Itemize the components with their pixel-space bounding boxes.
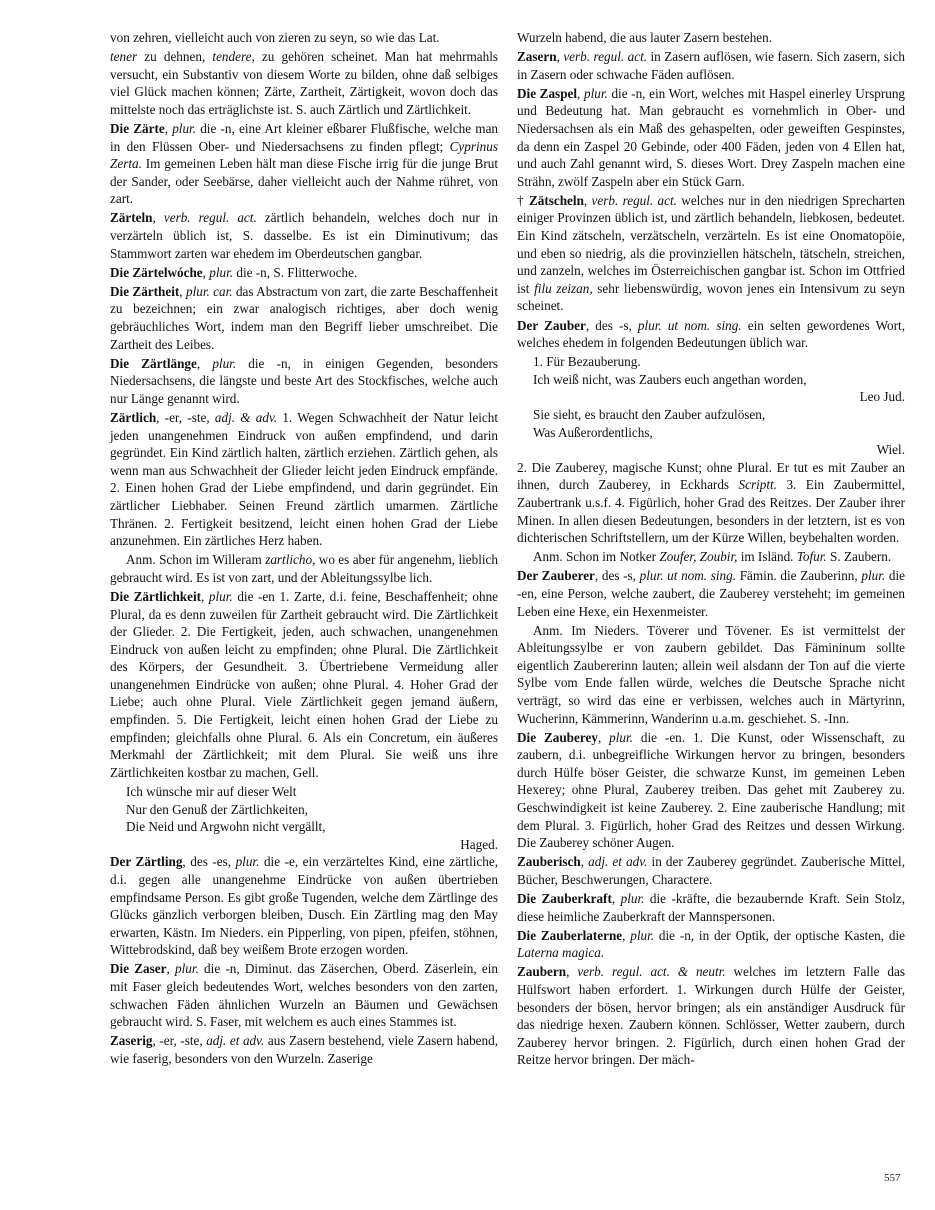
entry-text: aus Zasern bestehend, viele Zasern habend, wie faserig, besonders von den Wurzeln. Zaserige: [110, 1033, 498, 1066]
entry-text: ,: [566, 964, 578, 980]
annotation-paragraph: [517, 548, 905, 566]
verse-attribution: Haged.: [460, 836, 498, 852]
italic-term: plur.: [235, 854, 260, 870]
headword: Zaubern: [517, 964, 567, 980]
entry-text: †: [517, 192, 529, 208]
entry-text: ,: [196, 355, 213, 371]
entry-text: ,: [611, 891, 621, 906]
headword: Zätscheln: [528, 192, 584, 208]
entry-text: ,: [202, 264, 210, 280]
verse-line: Die Neid und Argwohn nicht vergällt,: [126, 819, 326, 835]
entry-text: die -en, eine Person, welche zaubert, die Zauberey versteheht; im gemeinen Leben eine Hexe, ein Hexenmeister.: [517, 568, 905, 619]
italic-term: plur.: [583, 85, 608, 101]
dictionary-entry: [517, 459, 905, 547]
italic-term: plur. ut nom. sing.: [639, 568, 737, 584]
entry-text: die -n, eine Art kleiner eßbarer Flußfische, welche man in den Flüssen Ober- und Niedersachsens zu finden pflegt;: [110, 120, 499, 154]
italic-term: verb. regul. act. & neutr.: [577, 964, 726, 980]
dictionary-entry: [110, 283, 498, 353]
dictionary-entry: [110, 48, 498, 118]
dictionary-entry: [110, 588, 498, 782]
italic-term: plur.: [620, 891, 645, 906]
entry-text: , des -s,: [594, 568, 640, 584]
continuation-text: von zehren, vielleicht auch von zieren zu seyn, so wie das Lat.: [110, 30, 440, 45]
verse-line: Ich wünsche mir auf dieser Welt: [126, 783, 297, 799]
entry-text: zu dehnen,: [137, 49, 213, 65]
entry-text: ,: [580, 854, 589, 870]
annotation-paragraph: [110, 551, 498, 586]
italic-term: plur.: [175, 961, 199, 977]
right-column: [517, 29, 905, 1070]
entry-text: Anm. Im Nieders. Töverer und Tövener. Es ist vermittelst der Ableitungssylbe er von zaubern gebildet. Das Fämininum sollte eigentlich Zaubererinn lauten; allein weil alsdann der Ton auf die vierte Sylbe vom Ende fallen würde, welches die Deutsche Sprache nicht verträgt, so wird das eine er verbissen, welches auch in Märtyrinn, Wucherinn, Kämmerinn, Wanderinn u.a.m. geschiehet. S. -Inn.: [517, 622, 905, 726]
dictionary-entry: [110, 960, 498, 1030]
dictionary-entry: [517, 729, 905, 852]
dictionary-entry: [517, 85, 905, 191]
entry-text: welches nur in den niedrigen Sprecharten einiger Provinzen üblich ist, und zärtlich behandeln, liebkosen, bedeutet. Ein Kind zätscheln, verzätscheln, verzärteln. Es ist eine Onomatopöie, und eben so niedrig, als die provinziellen hätscheln, tätscheln, streichen, und zanzeln, welches im Österreichischen gangbar ist. Schon im Ottfried ist: [517, 192, 906, 296]
headword: Der Zärtling: [110, 854, 183, 870]
entry-text: Fämin. die Zauberinn,: [736, 568, 862, 584]
entry-text: ,: [583, 192, 592, 208]
annotation-paragraph: [517, 622, 905, 728]
italic-term: Scriptt.: [738, 477, 777, 493]
entry-text: ,: [597, 729, 610, 745]
headword: Die Zaser: [110, 961, 167, 977]
entry-text: zu gehören scheinet. Man hat mehrmahls versucht, ein Substantiv von diesem Worte zu bilden, ohne daß selbiges viel Glück machen können; Zärte, Zartheit, Zärtigkeit, wovon doch das mittelste noch das erträglichste ist. S. auch Zärtlich und Zärtlichkeit.: [110, 49, 498, 117]
entry-text: sehr liebenswürdig, wovon jenes ein Intensivum zu seyn scheinet.: [517, 280, 905, 314]
italic-term: plur.: [630, 927, 655, 943]
headword: Zasern: [517, 49, 557, 65]
headword: Die Zaspel: [517, 85, 578, 101]
headword: Die Zärtlänge: [110, 355, 197, 371]
entry-text: 1. Wegen Schwachheit der Natur leicht jeden unangenehmen Eindruck von außen empfindend, und darin gegründet. Ein Kind zärtlich halten, zärtlich erziehen. Zärtlich gehen, als wenn man aus Schwachheit der Glieder leicht jeden Eindruck empfände. 2. Einen hohen Grad der Liebe empfindend, und darin gegründet. Ein zärtlicher Liebhaber. Seinen Freund zärtlich umarmen. Zärtliche Thränen. 2. Fertigkeit besitzend, leicht einen hohen Grad der Liebe anzunehmen. Ein zärtliches Herz haben.: [110, 409, 498, 549]
entry-text: in Zasern auflösen, wie fasern. Sich zasern, sich in Zasern oder schwache Fäden auflösen.: [517, 49, 906, 82]
dictionary-entry: [110, 1032, 498, 1067]
italic-term: tendere,: [212, 49, 255, 65]
headword: Zärteln: [110, 210, 153, 226]
headword: Zärtlich: [110, 409, 157, 425]
dictionary-entry: [110, 409, 498, 550]
dictionary-entry: [110, 209, 498, 262]
dictionary-entry: [517, 927, 905, 962]
headword: Die Zärtheit: [110, 283, 180, 299]
verse-line: Nur den Genuß der Zärtlichkeiten,: [126, 801, 308, 817]
entry-text: wo es aber für angenehm, lieblich gebraucht wird. Es ist von zart, und der Ableitungssylbe lich.: [110, 552, 499, 585]
verse-line: 1. Für Bezauberung.: [533, 354, 641, 370]
entry-text: die -n, ein Wort, welches mit Haspel einerley Ursprung und Bedeutung hat. Man gebraucht es vornehmlich in Ober- und Niedersachsen als ein Maß des gehaspelten, oder geweiften Gespinstes, da denn ein Zaspel 20 Gebinde, oder 400 Fäden, jeden von 4 Ellen hat, und auch Zahl genannt wird, S. dieses Wort. Drey Zaspeln machen eine Strähn, zwölf Zaspeln aber ein Stück Garn.: [517, 85, 906, 189]
dictionary-entry: [517, 48, 905, 83]
entry-text: ,: [622, 927, 631, 943]
italic-term: plur.: [861, 568, 886, 584]
verse-attribution: Wiel.: [876, 442, 905, 458]
dictionary-entry: [110, 853, 498, 959]
page-number: 557: [884, 1172, 901, 1184]
entry-text: die -en. 1. Die Kunst, oder Wissenschaft, zu zaubern, d.i. unbegreifliche Wirkungen hervor zu bringen, besonders durch Hülfe böser Geister, die schwarze Kunst, im gemeinen Leben Hexerey; ohne Plural, Zauberey treiben. Das gehet mit Zauberey zu. Geschwindigkeit ist keine Zauberey. 2. Eine zauberische Handlung; mit dem Plural. 3. Figürlich, hoher Grad des Reitzes und dessen Wirkung. Die Zauberey schöner Augen.: [517, 729, 906, 851]
italic-term: adj. et adv.: [588, 854, 648, 870]
italic-term: adj. & adv.: [214, 409, 278, 425]
dictionary-entry: [110, 355, 498, 408]
headword: Die Zärte: [110, 120, 165, 136]
entry-text: ,: [577, 85, 584, 101]
dictionary-entry: [110, 120, 498, 208]
headword: Zauberisch: [517, 854, 581, 870]
headword: Zaserig: [110, 1033, 153, 1049]
italic-term: verb. regul. act.: [563, 49, 648, 65]
italic-term: plur.: [609, 729, 633, 745]
dictionary-entry: [110, 264, 498, 282]
continuation-text: Wurzeln habend, die aus lauter Zasern bestehen.: [517, 30, 773, 45]
headword: Die Zärtlichkeit: [110, 588, 202, 604]
italic-term: plur.: [212, 355, 237, 371]
entry-text: , -er, -ste,: [152, 1033, 207, 1049]
verse-line: Was Außerordentlichs,: [533, 424, 653, 440]
italic-term: plur.: [208, 588, 233, 604]
entry-text: die -en 1. Zarte, d.i. feine, Beschaffenheit; ohne Plural, da es denn zuweilen für Zartheit gebraucht wird. Die Zärtlichkeit der Glieder. 2. Die Fertigkeit, jeden, auch schwachen, unangenehmen Eindruck von außen leicht zu empfinden; ohne Plural. Die Zärtlichkeit des Körpers, der Gesundheit. 3. Übertriebene Vermeidung aller unangenehmen Eindrücke von außen; ohne Plural. 4. Hoher Grad der Liebe; auch ohne Plural. Viele Zärtlichkeit gegen jemand äußern, empfinden. 5. Die Fertigkeit, leicht einen hohen Grad der Liebe zu empfinden; gleichfalls ohne Plural. 6. Als ein Concretum, ein äußeres Merkmahl der Zärtlichkeit; mit dem Plural. Sie weiß uns ihre Zärtlichkeiten kostbar zu machen, Gell.: [110, 588, 499, 780]
entry-text: , des -es,: [182, 854, 236, 870]
italic-term: Cyprinus Zerta.: [110, 138, 498, 172]
entry-text: ,: [179, 283, 186, 299]
entry-text: zärtlich behandeln, welches doch nur in verzärteln üblich ist, S. dasselbe. Es ist ein Diminutivum; das Stammwort zarten war ehedem im Oberdeutschen gangbar.: [110, 210, 499, 261]
entry-text: 3. Ein Zaubermittel, Zaubertrank u.s.f. 4. Figürlich, hoher Grad des Reitzes. Der Zauber ihrer Minen. In allen diesen Bedeutungen, besonders in der letztern, ist es von dichterischen Schriftstellern, um der Kürze Willen, beybehalten worden.: [517, 477, 905, 546]
entry-text: die -e, ein verzärteltes Kind, eine zärtliche, d.i. gegen alle unangenehme Eindrücke von außen übertrieben empfindsame Person. Es gibt große Tugenden, welche dem Zärtlinge des Glücks gänzlich verborgen bleiben, Dusch. Ein Zärtling mag den May erwarten, Kästn. Im Nieders. ein Pipperling, von pipen, pfeifen, stöhnen, Wittebrodskind, daß bey weißem Brote erzogen worden.: [110, 854, 498, 958]
italic-term: adj. et adv.: [206, 1033, 265, 1049]
italic-term: Laterna magica.: [517, 945, 605, 961]
verse-attribution: Leo Jud.: [859, 389, 905, 405]
italic-term: Tofur.: [796, 549, 827, 565]
entry-text: die -n, in einigen Gegenden, besonders Niedersachsens, die längste und beste Art des Stockfisches, welche auch nur Länge genannt wird.: [110, 355, 499, 406]
headword: Der Zauber: [517, 317, 586, 333]
entry-text: Anm. Schon im Notker: [533, 549, 660, 565]
italic-term: plur.: [209, 264, 234, 280]
entry-text: im Isländ.: [737, 549, 797, 565]
dictionary-entry: [517, 317, 905, 352]
entry-text: Im gemeinen Leben hält man diese Fische irrig für die junge Brut der Sander, oder Seebärse, daher vielleicht auch der Nahme rühret, von zart.: [110, 156, 498, 207]
italic-term: filu zeizan,: [534, 280, 593, 296]
dictionary-entry: [517, 853, 905, 888]
headword: Die Zauberlaterne: [517, 927, 623, 943]
entry-text: die -kräfte, die bezaubernde Kraft. Sein Stolz, diese heimliche Zauberkraft der Mannspersonen.: [517, 891, 906, 924]
dictionary-entry: [517, 192, 905, 315]
entry-text: S. Zaubern.: [826, 549, 892, 565]
verse-line: Sie sieht, es braucht den Zauber aufzulösen,: [533, 406, 766, 422]
entry-text: 2. Die Zauberey, magische Kunst; ohne Plural. Er tut es mit Zauber an ihnen, durch Zauberey, in Eckhards: [517, 459, 905, 493]
entry-text: ,: [556, 49, 564, 65]
entry-text: ,: [152, 210, 164, 226]
italic-term: verb. regul. act.: [591, 192, 677, 208]
dictionary-entry: [517, 890, 905, 925]
italic-term: tener: [110, 49, 138, 65]
italic-term: Zoufer, Zoubir,: [659, 549, 738, 565]
entry-text: , -er, -ste,: [156, 409, 215, 425]
headword: Die Zauberkraft: [517, 891, 612, 906]
headword: Die Zauberey: [517, 729, 598, 745]
entry-text: die -n, S. Flitterwoche.: [233, 264, 358, 280]
dictionary-entry: [517, 567, 905, 620]
entry-text: Anm. Schon im Willeram: [126, 552, 266, 568]
entry-text: welches im letztern Falle das Hülfswort haben erfordert. 1. Wirkungen durch Hülfe der Geister, besonders der bösen, hervor bringen; als ein anständiger Ausdruck für das niedrige hexen. Zaubern können. Schlösser, Wetter zaubern, durch Zauberey hervor bringen. 2. Figürlich, durch einen hohen Grad der Reitze hervor bringen. Der mäch-: [517, 964, 905, 1068]
entry-text: in der Zauberey gegründet. Zauberische Mittel, Bücher, Beschwerungen, Charactere.: [517, 854, 906, 887]
entry-text: ein selten gewordenes Wort, welches ehedem in folgenden Bedeutungen üblich war.: [517, 317, 905, 351]
entry-text: ,: [166, 961, 176, 977]
dictionary-entry: [517, 963, 905, 1069]
entry-text: , des -s,: [585, 317, 638, 333]
headword: Der Zauberer: [517, 568, 595, 584]
left-column: [110, 29, 498, 1069]
italic-term: plur. car.: [185, 283, 233, 299]
italic-term: zartlicho,: [265, 552, 316, 568]
entry-text: das Abstractum von zart, die zarte Beschaffenheit zu bezeichnen; ein zwar analogisch richtiges, aber doch wenig gebräuchliches Wort, indem man den Begriff lieber umschreibet. Die Zartheit des Leibes.: [110, 283, 498, 352]
entry-text: ,: [164, 120, 173, 136]
entry-text: die -n, in der Optik, der optische Kasten, die: [654, 927, 905, 943]
entry-text: die -n, Diminut. das Zäserchen, Oberd. Zäserlein, ein mit Faser gleich bedeutendes Wort, welches besonders von den zarten, schwachen Fäden ähnlichen Wurzeln an Bäumen und Gewächsen gebraucht wird. S. Faser, mit welchem es auch eines Stammes ist.: [110, 961, 498, 1030]
italic-term: plur. ut nom. sing.: [637, 317, 742, 333]
verse-line: Ich weiß nicht, was Zaubers euch angethan worden,: [533, 371, 807, 387]
italic-term: verb. regul. act.: [163, 210, 257, 226]
headword: Die Zärtelwóche: [110, 264, 203, 280]
entry-text: ,: [201, 588, 209, 604]
italic-term: plur.: [172, 120, 197, 136]
